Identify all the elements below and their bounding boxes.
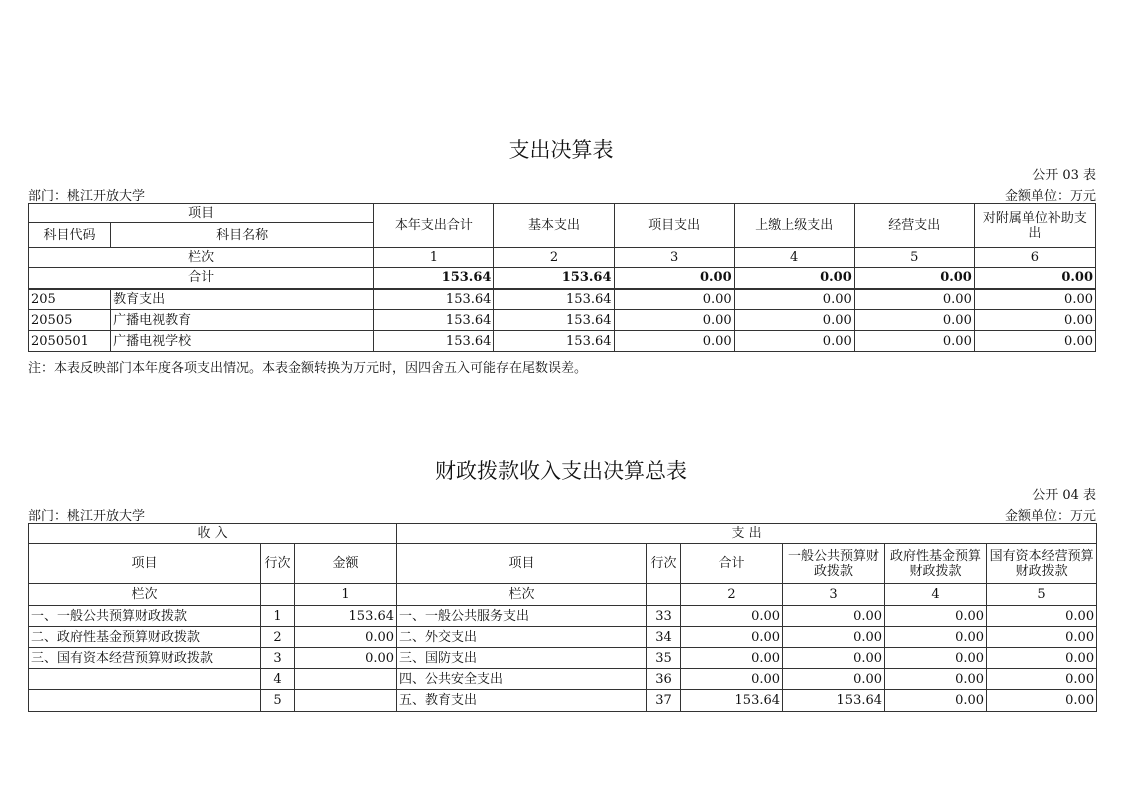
table2-unit: 金额单位：万元 <box>1004 509 1096 524</box>
row-value: 0.00 <box>974 289 1095 310</box>
expense-line: 34 <box>647 627 681 648</box>
column-label: 栏次 <box>397 584 647 606</box>
row-code: 20505 <box>29 310 111 331</box>
income-item <box>29 690 261 712</box>
row-value: 0.00 <box>614 331 734 352</box>
income-line: 5 <box>261 690 295 712</box>
column-number: 6 <box>974 248 1095 268</box>
table1-dept: 部门：桃江开放大学 <box>28 189 146 204</box>
sum-value: 0.00 <box>614 268 734 289</box>
table-row <box>29 331 1096 352</box>
expense-value: 0.00 <box>681 669 783 690</box>
header-basic: 基本支出 <box>494 204 614 248</box>
income-line: 2 <box>261 627 295 648</box>
row-name: 教育支出 <box>111 289 374 310</box>
table-row <box>29 690 1097 712</box>
row-value: 0.00 <box>614 310 734 331</box>
table1-code: 公开 03 表 <box>1032 168 1096 183</box>
expense-line: 35 <box>647 648 681 669</box>
row-value: 0.00 <box>854 289 974 310</box>
header-state-capital: 国有资本经营预算财政拨款 <box>987 544 1097 584</box>
expense-value: 0.00 <box>885 627 987 648</box>
expense-item: 一、一般公共服务支出 <box>397 606 647 627</box>
table2-code: 公开 04 表 <box>1032 488 1096 503</box>
row-value: 0.00 <box>974 310 1095 331</box>
income-amount: 0.00 <box>295 648 397 669</box>
row-code: 205 <box>29 289 111 310</box>
expense-value: 0.00 <box>987 648 1097 669</box>
income-header: 收 入 <box>29 524 397 544</box>
table1-note: 注：本表反映部门本年度各项支出情况。本表金额转换为万元时，因四舍五入可能存在尾数误差。 <box>28 361 588 376</box>
income-amount: 0.00 <box>295 627 397 648</box>
column-number: 3 <box>614 248 734 268</box>
expense-value: 0.00 <box>885 669 987 690</box>
row-value: 0.00 <box>974 331 1095 352</box>
table-row <box>29 310 1096 331</box>
income-item: 二、政府性基金预算财政拨款 <box>29 627 261 648</box>
table-row <box>29 606 1097 627</box>
expense-value: 0.00 <box>681 606 783 627</box>
table-row <box>29 648 1097 669</box>
expense-value: 0.00 <box>987 669 1097 690</box>
header-fund-budget: 政府性基金预算财政拨款 <box>885 544 987 584</box>
expense-value: 153.64 <box>681 690 783 712</box>
expense-value: 0.00 <box>783 669 885 690</box>
expense-value: 0.00 <box>783 648 885 669</box>
row-value: 153.64 <box>494 331 614 352</box>
header-income-amount: 金额 <box>295 544 397 584</box>
column-label: 栏次 <box>29 584 261 606</box>
column-number: 5 <box>987 584 1097 606</box>
income-item <box>29 669 261 690</box>
row-value: 153.64 <box>374 289 494 310</box>
column-number: 2 <box>681 584 783 606</box>
income-item: 三、国有资本经营预算财政拨款 <box>29 648 261 669</box>
header-expense-item: 项目 <box>397 544 647 584</box>
header-operate: 经营支出 <box>854 204 974 248</box>
expense-value: 0.00 <box>885 690 987 712</box>
row-name: 广播电视学校 <box>111 331 374 352</box>
appropriation-summary-table <box>28 523 1097 712</box>
sum-label: 合计 <box>29 268 374 289</box>
header-expense-line: 行次 <box>647 544 681 584</box>
income-line: 4 <box>261 669 295 690</box>
column-number: 3 <box>783 584 885 606</box>
header-item: 项目 <box>29 204 374 223</box>
header-name: 科目名称 <box>111 223 374 248</box>
expense-value: 0.00 <box>783 606 885 627</box>
table1-title: 支出决算表 <box>508 138 614 162</box>
sum-value: 0.00 <box>734 268 854 289</box>
header-income-item: 项目 <box>29 544 261 584</box>
expense-line: 33 <box>647 606 681 627</box>
expense-value: 0.00 <box>681 648 783 669</box>
income-line: 1 <box>261 606 295 627</box>
column-number: 5 <box>854 248 974 268</box>
row-value: 153.64 <box>374 331 494 352</box>
column-label: 栏次 <box>29 248 374 268</box>
expense-item: 四、公共安全支出 <box>397 669 647 690</box>
table2-dept: 部门：桃江开放大学 <box>28 509 146 524</box>
table-row <box>29 669 1097 690</box>
income-amount <box>295 669 397 690</box>
column-number: 4 <box>734 248 854 268</box>
header-upper: 上缴上级支出 <box>734 204 854 248</box>
expense-line: 37 <box>647 690 681 712</box>
column-number: 2 <box>494 248 614 268</box>
header-expense-total: 合计 <box>681 544 783 584</box>
expense-item: 三、国防支出 <box>397 648 647 669</box>
expenditure-table <box>28 203 1096 352</box>
header-code: 科目代码 <box>29 223 111 248</box>
expense-line: 36 <box>647 669 681 690</box>
row-value: 153.64 <box>494 310 614 331</box>
income-line: 3 <box>261 648 295 669</box>
expense-value: 0.00 <box>987 690 1097 712</box>
table2-title: 财政拨款收入支出决算总表 <box>435 459 687 483</box>
expense-value: 0.00 <box>987 627 1097 648</box>
column-number: 1 <box>295 584 397 606</box>
row-value: 0.00 <box>854 310 974 331</box>
expense-value: 0.00 <box>987 606 1097 627</box>
expense-value: 153.64 <box>783 690 885 712</box>
table1-unit: 金额单位：万元 <box>1004 189 1096 204</box>
row-value: 0.00 <box>734 310 854 331</box>
header-general-budget: 一般公共预算财政拨款 <box>783 544 885 584</box>
expense-item: 五、教育支出 <box>397 690 647 712</box>
header-subsidy: 对附属单位补助支出 <box>974 204 1095 248</box>
row-value: 0.00 <box>854 331 974 352</box>
row-code: 2050501 <box>29 331 111 352</box>
income-amount: 153.64 <box>295 606 397 627</box>
column-number: 4 <box>885 584 987 606</box>
table-row <box>29 289 1096 310</box>
sum-value: 0.00 <box>974 268 1095 289</box>
sum-value: 153.64 <box>374 268 494 289</box>
header-income-line: 行次 <box>261 544 295 584</box>
row-value: 153.64 <box>374 310 494 331</box>
expense-header: 支 出 <box>397 524 1097 544</box>
sum-value: 153.64 <box>494 268 614 289</box>
row-value: 153.64 <box>494 289 614 310</box>
income-item: 一、一般公共预算财政拨款 <box>29 606 261 627</box>
sum-value: 0.00 <box>854 268 974 289</box>
expense-item: 二、外交支出 <box>397 627 647 648</box>
expense-value: 0.00 <box>681 627 783 648</box>
income-amount <box>295 690 397 712</box>
header-project: 项目支出 <box>614 204 734 248</box>
row-name: 广播电视教育 <box>111 310 374 331</box>
column-empty <box>647 584 681 606</box>
expense-value: 0.00 <box>783 627 885 648</box>
header-total: 本年支出合计 <box>374 204 494 248</box>
column-number: 1 <box>374 248 494 268</box>
row-value: 0.00 <box>734 289 854 310</box>
expense-value: 0.00 <box>885 648 987 669</box>
row-value: 0.00 <box>734 331 854 352</box>
row-value: 0.00 <box>614 289 734 310</box>
column-empty <box>261 584 295 606</box>
expense-value: 0.00 <box>885 606 987 627</box>
table-row <box>29 627 1097 648</box>
